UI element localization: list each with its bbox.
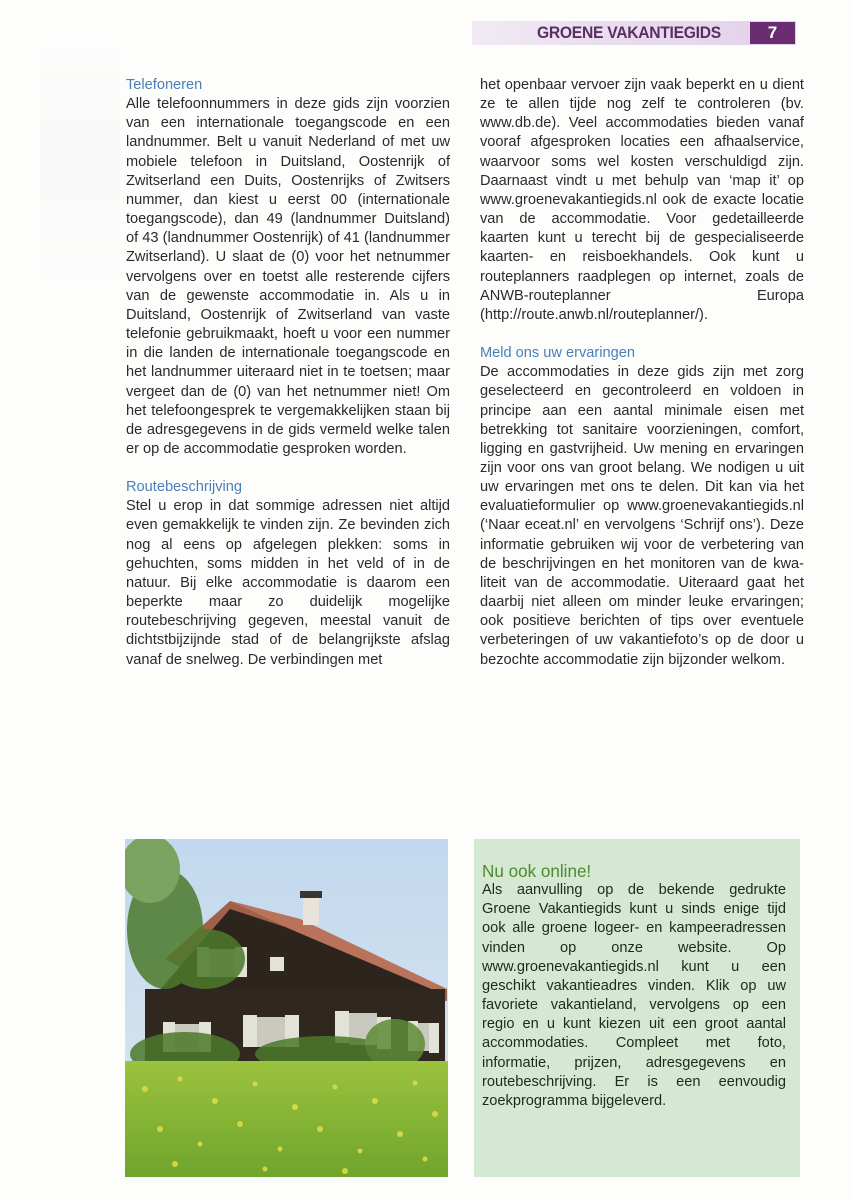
- section-body-routebeschrijving: Stel u erop in dat sommige adressen niet altijd even gemakkelijk te vinden zijn. Ze bevinden zich nog al eens op afgelegen plekken: soms in gehuchten, soms midden in het veld of in de natuur. Bij elke accommodatie is daarom een beperkte maar zo duidelijk mogelijke routebeschrijving gegeven, meestal vanuit de dichtstbijzijnde stad of de belangrijkste afslag vanaf de snelweg. De verbindingen met: [126, 498, 450, 668]
- house-photo: [125, 839, 448, 1177]
- faded-margin-graphic: [40, 40, 120, 280]
- section-gap: [126, 459, 450, 478]
- online-info-heading: Nu ook online!: [482, 862, 592, 881]
- online-info-content: [482, 862, 786, 1111]
- online-info-body: Als aanvulling op de bekende gedrukte Groene Vakantiegids kunt u sinds enige tijd ook alle groene logeer- en kampeeradressen vinden op onze website. Op www.groenevakantiegids.nl kunt u een geschikt vakantieadres vinden. Klik op uw favoriete vakantieland, vervolgens op een regio en u kunt kiezen uit een groot aantal accommodaties. Compleet met foto, informatie, prijzen, adresgegevens en routebeschrijving. Er is een eenvoudig zoekprogramma bijgeleverd.: [482, 882, 786, 1109]
- section-heading-telefoneren: Telefoneren: [126, 77, 203, 93]
- section-body-telefoneren: Alle telefoonnummers in deze gids zijn voorzien van een internationale toegangscode en een landnummer. Belt u vanuit Nederland of met uw mobiele telefoon in Duitsland, Oostenrijk of Zwitserland een Duits, Oostenrijks of Zwitsers nummer, dan kiest u eerst 00 (internationale toegangscode), dan 49 (landnummer Duitsland) of 43 (landnummer Oostenrijk) of 41 (landnummer Zwitserland). U slaat de (0) voor het netnummer vervolgens over en toetst alle resterende cijfers van de gewenste accommodatie in. Als u in Duitsland, Oostenrijk of Zwitserland van vaste telefonie gebruikmaakt, hoeft u voor een nummer in die landen de internationale toegangscode en het landnummer uiteraard niet in te toetsen; maar vergeet dan de (0) van het netnummer niet! Om het telefoongesprek te vergemakkelijken staan bij de adresgegevens in de gids vermeld welke talen er op de accommodatie gesproken worden.: [126, 96, 450, 457]
- section-gap: [480, 325, 804, 344]
- right-column: [480, 76, 804, 670]
- publication-title: GROENE VAKANTIEGIDS: [537, 23, 721, 42]
- section-heading-routebeschrijving: Routebeschrijving: [126, 479, 243, 496]
- left-column: [126, 76, 450, 670]
- routebeschrijving-continuation: het openbaar vervoer zijn vaak beperkt en u dient ze te allen tijde nog zelf te controleren (bv. www.db.de). Veel accommodaties bieden vanaf vooraf afgesproken locaties een afhaalservice, waarvoor soms wel kosten verschuldigd zijn. Daarnaast vindt u met behulp van ‘map it’ op www.groenevakantiegids.nl ook de exacte locatie van de accommodatie. Voor gedetailleerde kaarten kunt u terecht bij de gespecialiseerde kaarten- en reisboekhandels. Ook kunt u routeplanners raadplegen op internet, zoals de ANWB-routeplanner Europa (http://route.anwb.nl/routeplanner/).: [480, 77, 804, 323]
- online-info-box: [474, 839, 800, 1177]
- page-number: 7: [750, 22, 795, 44]
- section-body-meld-ons: De accommodaties in deze gids zijn met zorg geselecteerd en gecontroleerd en voldoen in principe aan een aantal minimale eisen met betrekking tot sanitaire voorzieningen, comfort, ligging en gastvrijheid. Uw mening en ervaringen zijn voor ons van groot belang. We nodigen u uit uw ervaringen met ons te delen. Dit kan via het evaluatieformulier op www.groenevakantiegids.nl (‘Naar eceat.nl’ en vervolgens ‘Schrijf ons’). Deze informatie gebruiken wij voor de verbetering van de beschrijvingen en het monitoren van de kwaliteit van de accommodatie. Uiteraard gaat het daarbij niet alleen om minder leuke ervaringen; ook positieve berichten of tips over eventuele verbeteringen of uw vakantiefoto’s op de door u bezochte accommodatie zijn bijzonder welkom.: [480, 364, 804, 668]
- section-heading-meld-ons: Meld ons uw ervaringen: [480, 345, 635, 362]
